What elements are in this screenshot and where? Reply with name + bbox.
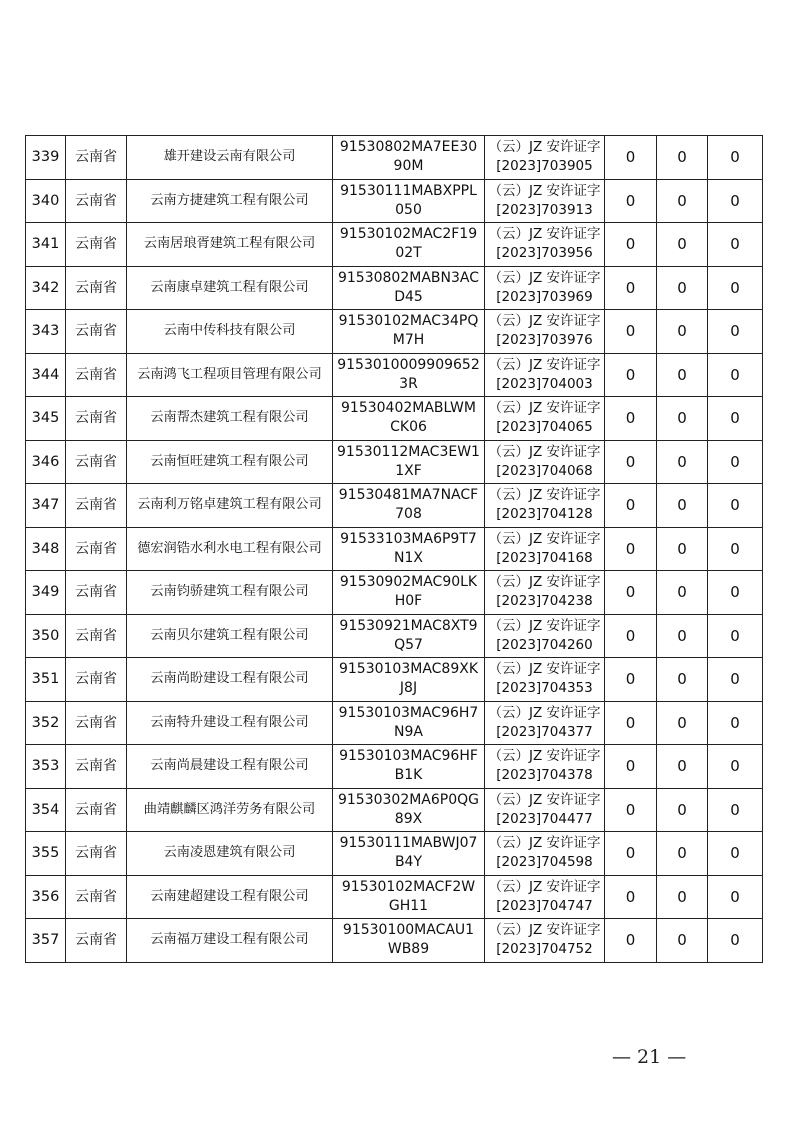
credit-code-line-2: 3R: [399, 375, 418, 392]
value-cell-2: 0: [657, 919, 708, 963]
province-cell: 云南省: [66, 353, 127, 397]
credit-code-line-1: 91530103MAC89XK: [338, 661, 479, 678]
safety-permit-line-1: （云）JZ 安许证字: [488, 878, 601, 895]
safety-permit-line-1: （云）JZ 安许证字: [488, 617, 601, 634]
credit-code-cell: [333, 701, 485, 745]
province-cell: 云南省: [66, 658, 127, 702]
credit-code-line-1: 91530111MABXPPL: [340, 182, 477, 199]
credit-code-cell: [333, 919, 485, 963]
province-cell: 云南省: [66, 397, 127, 441]
value-cell-2: 0: [657, 484, 708, 528]
row-number-cell: 355: [26, 832, 66, 876]
row-number-cell: 346: [26, 440, 66, 484]
value-cell-2: 0: [657, 266, 708, 310]
safety-permit-line-1: （云）JZ 安许证字: [488, 922, 601, 939]
credit-code-line-1: 91530103MAC96H7: [338, 704, 479, 721]
safety-permit-line-2: [2023]704752: [496, 941, 593, 958]
company-name-cell: 云南居琅胥建筑工程有限公司: [127, 223, 333, 267]
value-cell-1: 0: [605, 484, 657, 528]
safety-permit-cell: [485, 527, 605, 571]
credit-code-cell: [333, 658, 485, 702]
safety-permit-cell: [485, 832, 605, 876]
credit-code-line-2: 1XF: [395, 462, 422, 479]
table-row: [26, 614, 763, 658]
safety-permit-line-1: （云）JZ 安许证字: [488, 835, 601, 852]
credit-code-line-2: Q57: [394, 636, 423, 653]
value-cell-2: 0: [657, 614, 708, 658]
table-row: [26, 701, 763, 745]
value-cell-3: 0: [708, 571, 763, 615]
value-cell-2: 0: [657, 223, 708, 267]
safety-permit-line-1: （云）JZ 安许证字: [488, 791, 601, 808]
value-cell-1: 0: [605, 266, 657, 310]
value-cell-1: 0: [605, 832, 657, 876]
province-cell: 云南省: [66, 745, 127, 789]
credit-code-line-2: B4Y: [394, 854, 423, 871]
table-row: [26, 266, 763, 310]
value-cell-3: 0: [708, 266, 763, 310]
safety-permit-line-2: [2023]704068: [496, 462, 593, 479]
safety-permit-cell: [485, 788, 605, 832]
credit-code-line-2: N1X: [394, 549, 423, 566]
safety-permit-cell: [485, 919, 605, 963]
safety-permit-line-2: [2023]703976: [496, 332, 593, 349]
credit-code-cell: [333, 179, 485, 223]
company-name-cell: 云南尚盼建设工程有限公司: [127, 658, 333, 702]
credit-code-cell: [333, 223, 485, 267]
credit-code-line-1: 91530802MA7EE30: [339, 139, 478, 156]
safety-permit-line-1: （云）JZ 安许证字: [488, 443, 601, 460]
value-cell-2: 0: [657, 745, 708, 789]
province-cell: 云南省: [66, 875, 127, 919]
value-cell-3: 0: [708, 788, 763, 832]
safety-permit-line-2: [2023]704598: [496, 854, 593, 871]
credit-code-line-1: 9153010009909652: [337, 356, 480, 373]
safety-permit-cell: [485, 397, 605, 441]
table-row: [26, 527, 763, 571]
safety-permit-cell: [485, 266, 605, 310]
safety-permit-line-2: [2023]704168: [496, 549, 593, 566]
value-cell-1: 0: [605, 875, 657, 919]
safety-permit-line-2: [2023]704353: [496, 680, 593, 697]
province-cell: 云南省: [66, 179, 127, 223]
credit-code-line-2: H0F: [394, 593, 423, 610]
value-cell-2: 0: [657, 527, 708, 571]
credit-code-cell: [333, 136, 485, 180]
safety-permit-line-1: （云）JZ 安许证字: [488, 313, 601, 330]
value-cell-1: 0: [605, 571, 657, 615]
table-row: [26, 875, 763, 919]
row-number-cell: 354: [26, 788, 66, 832]
company-name-cell: 云南利万铭卓建筑工程有限公司: [127, 484, 333, 528]
credit-code-cell: [333, 397, 485, 441]
credit-code-line-1: 91530102MACF2W: [341, 878, 476, 895]
value-cell-1: 0: [605, 701, 657, 745]
value-cell-1: 0: [605, 919, 657, 963]
value-cell-1: 0: [605, 527, 657, 571]
value-cell-2: 0: [657, 571, 708, 615]
credit-code-line-1: 91530921MAC8XT9: [339, 617, 478, 634]
row-number-cell: 341: [26, 223, 66, 267]
province-cell: 云南省: [66, 440, 127, 484]
value-cell-2: 0: [657, 179, 708, 223]
safety-permit-line-2: [2023]704128: [496, 506, 593, 523]
value-cell-1: 0: [605, 179, 657, 223]
value-cell-2: 0: [657, 310, 708, 354]
credit-code-line-2: 050: [395, 201, 422, 218]
value-cell-2: 0: [657, 701, 708, 745]
company-name-cell: 云南建超建设工程有限公司: [127, 875, 333, 919]
table-body: [26, 136, 763, 963]
credit-code-cell: [333, 832, 485, 876]
credit-code-line-2: 708: [395, 506, 422, 523]
company-name-cell: 曲靖麒麟区鸿洋劳务有限公司: [127, 788, 333, 832]
value-cell-3: 0: [708, 440, 763, 484]
table-row: [26, 397, 763, 441]
credit-code-cell: [333, 745, 485, 789]
credit-code-cell: [333, 310, 485, 354]
value-cell-2: 0: [657, 788, 708, 832]
row-number-cell: 348: [26, 527, 66, 571]
credit-code-line-1: 91530481MA7NACF: [338, 487, 479, 504]
value-cell-2: 0: [657, 658, 708, 702]
company-name-cell: 云南康卓建筑工程有限公司: [127, 266, 333, 310]
credit-code-line-2: WB89: [387, 941, 430, 958]
table-row: [26, 179, 763, 223]
row-number-cell: 353: [26, 745, 66, 789]
safety-permit-cell: [485, 484, 605, 528]
credit-code-line-2: 89X: [394, 810, 423, 827]
safety-permit-line-1: （云）JZ 安许证字: [488, 139, 601, 156]
credit-code-cell: [333, 788, 485, 832]
safety-permit-line-1: （云）JZ 安许证字: [488, 182, 601, 199]
value-cell-2: 0: [657, 832, 708, 876]
value-cell-3: 0: [708, 397, 763, 441]
value-cell-2: 0: [657, 136, 708, 180]
table-row: [26, 484, 763, 528]
credit-code-cell: [333, 527, 485, 571]
safety-permit-cell: [485, 136, 605, 180]
credit-code-cell: [333, 266, 485, 310]
safety-permit-line-1: （云）JZ 安许证字: [488, 400, 601, 417]
safety-permit-line-2: [2023]703969: [496, 288, 593, 305]
row-number-cell: 349: [26, 571, 66, 615]
row-number-cell: 345: [26, 397, 66, 441]
safety-permit-line-2: [2023]703913: [496, 201, 593, 218]
credit-code-line-1: 91530102MAC34PQ: [338, 313, 479, 330]
credit-code-cell: [333, 484, 485, 528]
safety-permit-cell: [485, 310, 605, 354]
table-row: [26, 223, 763, 267]
safety-permit-line-1: （云）JZ 安许证字: [488, 269, 601, 286]
company-table: [25, 135, 763, 963]
value-cell-1: 0: [605, 353, 657, 397]
table-row: [26, 136, 763, 180]
table-row: [26, 745, 763, 789]
value-cell-2: 0: [657, 440, 708, 484]
credit-code-line-1: 91530302MA6P0QG: [337, 791, 480, 808]
value-cell-3: 0: [708, 745, 763, 789]
credit-code-line-2: GH11: [388, 897, 429, 914]
safety-permit-line-2: [2023]704065: [496, 419, 593, 436]
safety-permit-line-2: [2023]704747: [496, 897, 593, 914]
safety-permit-cell: [485, 745, 605, 789]
value-cell-3: 0: [708, 701, 763, 745]
value-cell-3: 0: [708, 832, 763, 876]
safety-permit-line-1: （云）JZ 安许证字: [488, 487, 601, 504]
safety-permit-line-1: （云）JZ 安许证字: [488, 226, 601, 243]
safety-permit-cell: [485, 223, 605, 267]
safety-permit-line-2: [2023]703905: [496, 158, 593, 175]
company-name-cell: 云南方捷建筑工程有限公司: [127, 179, 333, 223]
value-cell-3: 0: [708, 614, 763, 658]
table-row: [26, 658, 763, 702]
safety-permit-cell: [485, 440, 605, 484]
safety-permit-line-2: [2023]704378: [496, 767, 593, 784]
company-name-cell: 云南帮杰建筑工程有限公司: [127, 397, 333, 441]
company-name-cell: 云南钧骄建筑工程有限公司: [127, 571, 333, 615]
table-row: [26, 832, 763, 876]
safety-permit-cell: [485, 179, 605, 223]
value-cell-1: 0: [605, 397, 657, 441]
credit-code-line-2: M7H: [392, 332, 425, 349]
value-cell-3: 0: [708, 527, 763, 571]
province-cell: 云南省: [66, 484, 127, 528]
province-cell: 云南省: [66, 310, 127, 354]
value-cell-1: 0: [605, 745, 657, 789]
province-cell: 云南省: [66, 136, 127, 180]
page-number: — 21 —: [612, 1046, 687, 1068]
row-number-cell: 350: [26, 614, 66, 658]
credit-code-line-2: B1K: [394, 767, 423, 784]
safety-permit-line-1: （云）JZ 安许证字: [488, 748, 601, 765]
value-cell-1: 0: [605, 788, 657, 832]
safety-permit-cell: [485, 875, 605, 919]
table-row: [26, 353, 763, 397]
province-cell: 云南省: [66, 527, 127, 571]
safety-permit-line-2: [2023]703956: [496, 245, 593, 262]
value-cell-3: 0: [708, 136, 763, 180]
row-number-cell: 347: [26, 484, 66, 528]
value-cell-1: 0: [605, 440, 657, 484]
safety-permit-line-2: [2023]704003: [496, 375, 593, 392]
safety-permit-line-1: （云）JZ 安许证字: [488, 574, 601, 591]
row-number-cell: 356: [26, 875, 66, 919]
safety-permit-cell: [485, 571, 605, 615]
credit-code-line-1: 91530402MABLWM: [341, 400, 476, 417]
table-row: [26, 919, 763, 963]
credit-code-line-1: 91530902MAC90LK: [339, 574, 478, 591]
safety-permit-cell: [485, 614, 605, 658]
row-number-cell: 340: [26, 179, 66, 223]
company-name-cell: 云南福万建设工程有限公司: [127, 919, 333, 963]
credit-code-line-1: 91530802MABN3AC: [337, 269, 479, 286]
safety-permit-cell: [485, 353, 605, 397]
value-cell-3: 0: [708, 223, 763, 267]
province-cell: 云南省: [66, 266, 127, 310]
company-name-cell: 云南凌恩建筑有限公司: [127, 832, 333, 876]
credit-code-line-2: CK06: [390, 419, 427, 436]
safety-permit-line-1: （云）JZ 安许证字: [488, 661, 601, 678]
value-cell-3: 0: [708, 658, 763, 702]
safety-permit-line-1: （云）JZ 安许证字: [488, 704, 601, 721]
table-row: [26, 440, 763, 484]
row-number-cell: 342: [26, 266, 66, 310]
company-name-cell: 云南尚晨建设工程有限公司: [127, 745, 333, 789]
credit-code-cell: [333, 440, 485, 484]
company-name-cell: 云南鸿飞工程项目管理有限公司: [127, 353, 333, 397]
value-cell-1: 0: [605, 658, 657, 702]
credit-code-line-1: 91530103MAC96HF: [339, 748, 478, 765]
value-cell-3: 0: [708, 875, 763, 919]
safety-permit-line-2: [2023]704238: [496, 593, 593, 610]
row-number-cell: 344: [26, 353, 66, 397]
value-cell-2: 0: [657, 397, 708, 441]
company-name-cell: 雄开建设云南有限公司: [127, 136, 333, 180]
province-cell: 云南省: [66, 788, 127, 832]
table-row: [26, 571, 763, 615]
value-cell-1: 0: [605, 136, 657, 180]
table-row: [26, 310, 763, 354]
company-name-cell: 云南贝尔建筑工程有限公司: [127, 614, 333, 658]
table-row: [26, 788, 763, 832]
credit-code-line-1: 91533103MA6P9T7: [340, 530, 477, 547]
value-cell-2: 0: [657, 875, 708, 919]
credit-code-line-1: 91530102MAC2F19: [339, 226, 478, 243]
credit-code-cell: [333, 614, 485, 658]
safety-permit-cell: [485, 658, 605, 702]
row-number-cell: 352: [26, 701, 66, 745]
row-number-cell: 357: [26, 919, 66, 963]
value-cell-1: 0: [605, 310, 657, 354]
value-cell-3: 0: [708, 179, 763, 223]
credit-code-cell: [333, 571, 485, 615]
credit-code-cell: [333, 875, 485, 919]
company-name-cell: 云南特升建设工程有限公司: [127, 701, 333, 745]
safety-permit-line-2: [2023]704377: [496, 723, 593, 740]
credit-code-line-2: 02T: [395, 245, 422, 262]
credit-code-cell: [333, 353, 485, 397]
credit-code-line-2: D45: [394, 288, 423, 305]
credit-code-line-2: 90M: [393, 158, 424, 175]
company-name-cell: 云南中传科技有限公司: [127, 310, 333, 354]
province-cell: 云南省: [66, 223, 127, 267]
safety-permit-line-1: （云）JZ 安许证字: [488, 530, 601, 547]
province-cell: 云南省: [66, 832, 127, 876]
safety-permit-line-2: [2023]704477: [496, 810, 593, 827]
province-cell: 云南省: [66, 919, 127, 963]
value-cell-3: 0: [708, 484, 763, 528]
value-cell-1: 0: [605, 614, 657, 658]
company-name-cell: 云南恒旺建筑工程有限公司: [127, 440, 333, 484]
safety-permit-line-1: （云）JZ 安许证字: [488, 356, 601, 373]
credit-code-line-1: 91530100MACAU1: [342, 922, 475, 939]
row-number-cell: 339: [26, 136, 66, 180]
value-cell-3: 0: [708, 919, 763, 963]
value-cell-2: 0: [657, 353, 708, 397]
credit-code-line-1: 91530112MAC3EW1: [337, 443, 480, 460]
credit-code-line-2: J8J: [399, 680, 418, 697]
value-cell-1: 0: [605, 223, 657, 267]
value-cell-3: 0: [708, 310, 763, 354]
province-cell: 云南省: [66, 571, 127, 615]
province-cell: 云南省: [66, 614, 127, 658]
company-name-cell: 德宏润锆水利水电工程有限公司: [127, 527, 333, 571]
row-number-cell: 343: [26, 310, 66, 354]
province-cell: 云南省: [66, 701, 127, 745]
row-number-cell: 351: [26, 658, 66, 702]
credit-code-line-1: 91530111MABWJ07: [339, 835, 478, 852]
credit-code-line-2: N9A: [394, 723, 423, 740]
safety-permit-cell: [485, 701, 605, 745]
safety-permit-line-2: [2023]704260: [496, 636, 593, 653]
value-cell-3: 0: [708, 353, 763, 397]
